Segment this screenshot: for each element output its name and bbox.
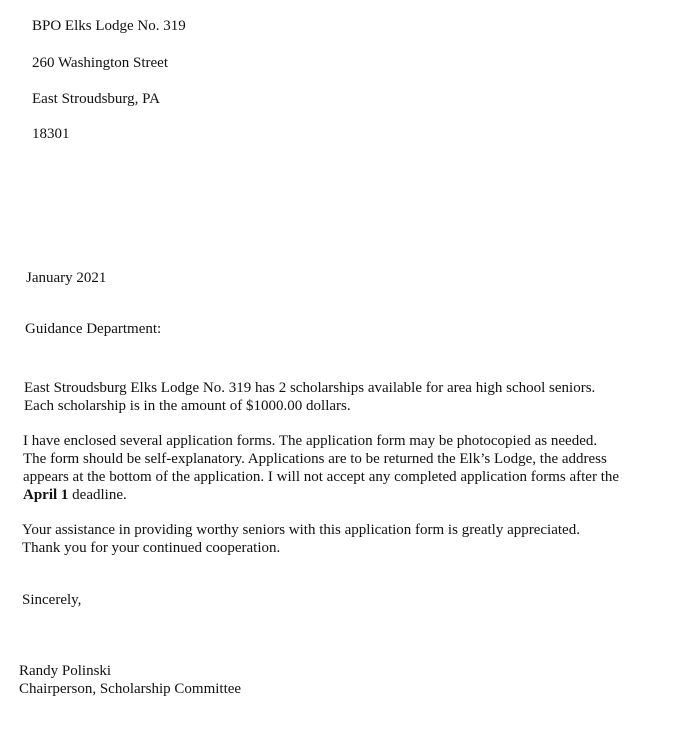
paragraph-line: Each scholarship is in the amount of $1000.00 dollars. [24, 398, 351, 414]
deadline-date: April 1 [23, 487, 69, 503]
signer-name: Randy Polinski [19, 663, 112, 679]
letter-date: January 2021 [26, 270, 107, 286]
salutation: Guidance Department: [25, 321, 162, 337]
paragraph-line: The form should be self-explanatory. Applications are to be returned the Elk’s Lodge, the address [23, 451, 607, 467]
signer-title: Chairperson, Scholarship Committee [19, 681, 242, 697]
paragraph-line: Thank you for your continued cooperation. [22, 540, 281, 556]
paragraph-line: appears at the bottom of the application. I will not accept any completed application forms after the [23, 469, 620, 485]
paragraph-scholarships [24, 379, 595, 415]
sender-street: 260 Washington Street [32, 55, 169, 71]
paragraph-line: East Stroudsburg Elks Lodge No. 319 has 2 scholarships available for area high school seniors. [24, 380, 596, 396]
paragraph-thanks [22, 521, 580, 557]
sender-zip: 18301 [32, 126, 70, 142]
closing: Sincerely, [22, 592, 82, 608]
deadline-suffix: deadline. [68, 487, 127, 503]
paragraph-line: I have enclosed several application forms. The application form may be photocopied as needed. [23, 433, 598, 449]
paragraph-line-deadline [23, 486, 619, 504]
paragraph-line: Your assistance in providing worthy seniors with this application form is greatly appreciated. [22, 522, 580, 538]
sender-city-state: East Stroudsburg, PA [32, 91, 160, 107]
sender-name: BPO Elks Lodge No. 319 [32, 18, 186, 34]
paragraph-application-forms [23, 432, 619, 504]
